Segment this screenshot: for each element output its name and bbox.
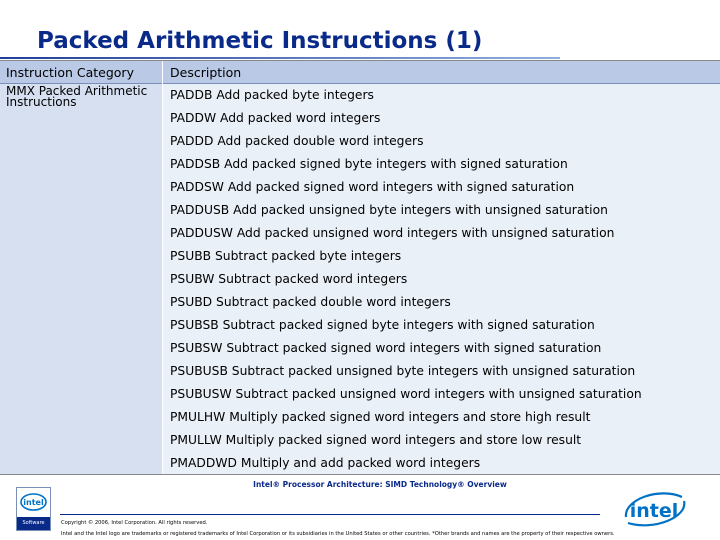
- intel-software-logo: [16, 487, 51, 531]
- header-description: Description: [170, 65, 242, 80]
- category-column: [0, 84, 162, 474]
- footer-caption: Intel® Processor Architecture: SIMD Technology® Overview: [253, 480, 507, 489]
- list-item: PSUBSW Subtract packed signed word integers with signed saturation: [170, 341, 602, 355]
- list-item: PSUBUSW Subtract packed unsigned word integers with unsigned saturation: [170, 387, 642, 401]
- list-item: PADDUSW Add packed unsigned word integers with unsigned saturation: [170, 226, 615, 240]
- slide-title: Packed Arithmetic Instructions (1): [37, 28, 483, 54]
- instruction-table: [0, 60, 720, 475]
- list-item: PMULLW Multiply packed signed word integers and store low result: [170, 433, 582, 447]
- intel-swoosh-icon: [19, 491, 48, 513]
- list-item: PADDB Add packed byte integers: [170, 88, 374, 102]
- intel-logo-icon: [620, 487, 688, 531]
- small-logo-word: intel: [23, 498, 44, 507]
- list-item: PADDW Add packed word integers: [170, 111, 381, 125]
- list-item: PSUBD Subtract packed double word integers: [170, 295, 451, 309]
- category-cell: MMX Packed Arithmetic Instructions: [6, 84, 148, 109]
- footer-rule: [60, 514, 600, 515]
- list-item: PADDSW Add packed signed word integers with signed saturation: [170, 180, 575, 194]
- list-item: PSUBB Subtract packed byte integers: [170, 249, 402, 263]
- list-item: PADDSB Add packed signed byte integers with signed saturation: [170, 157, 568, 171]
- list-item: PSUBUSB Subtract packed unsigned byte integers with unsigned saturation: [170, 364, 636, 378]
- list-item: PSUBSB Subtract packed signed byte integers with signed saturation: [170, 318, 595, 332]
- column-divider: [162, 61, 163, 474]
- list-item: PADDUSB Add packed unsigned byte integers with unsigned saturation: [170, 203, 608, 217]
- description-list: [170, 87, 715, 478]
- list-item: PADDD Add packed double word integers: [170, 134, 424, 148]
- trademark-text: Intel and the Intel logo are trademarks or registered trademarks of Intel Corporation or its subsidiaries in the United States or other countries. *Other brands and names are the property of their respective owners.: [61, 531, 615, 537]
- header-instruction-category: Instruction Category: [6, 65, 134, 80]
- small-logo-sub: Software: [17, 517, 50, 530]
- big-logo-word: intel: [629, 500, 679, 522]
- list-item: PMULHW Multiply packed signed word integers and store high result: [170, 410, 591, 424]
- title-underline: [0, 57, 560, 59]
- list-item: PMADDWD Multiply and add packed word integers: [170, 456, 481, 470]
- list-item: PSUBW Subtract packed word integers: [170, 272, 408, 286]
- copyright-text: Copyright © 2006, Intel Corporation. All rights reserved.: [61, 520, 208, 526]
